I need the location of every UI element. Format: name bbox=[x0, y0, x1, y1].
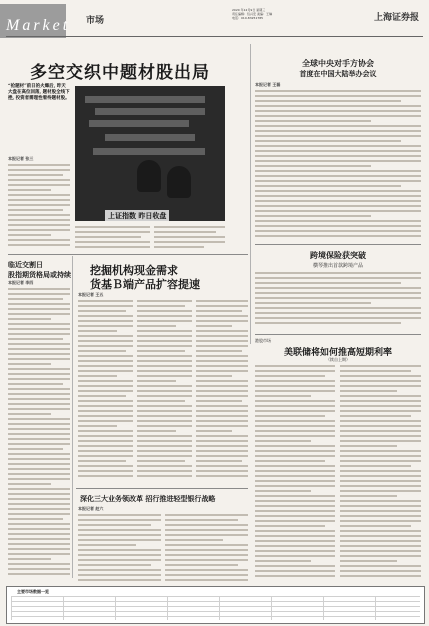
divider bbox=[255, 334, 421, 335]
divider bbox=[8, 254, 248, 255]
photo-person bbox=[137, 160, 161, 192]
right-lower-column-1 bbox=[255, 365, 335, 580]
middle-headline-2: 货基Ｂ端产品扩容提速 bbox=[90, 278, 200, 291]
left-bottom-body bbox=[8, 288, 70, 580]
masthead-rule bbox=[6, 36, 423, 37]
middle-column-2 bbox=[137, 300, 192, 485]
photo-screen-row bbox=[85, 96, 205, 103]
section-label: 市场 bbox=[86, 16, 105, 26]
right-mid-body bbox=[255, 272, 421, 330]
market-photo bbox=[75, 86, 225, 221]
divider bbox=[255, 244, 421, 245]
lead-column-1 bbox=[8, 164, 70, 248]
lead-column-3 bbox=[154, 226, 225, 248]
issue-info bbox=[232, 8, 344, 20]
lead-headline: 多空交织中题材股出局 bbox=[30, 63, 210, 83]
middle-headline-1: 挖掘机构现金需求 bbox=[90, 264, 178, 277]
table-grid bbox=[11, 596, 420, 620]
market-data-table bbox=[6, 586, 425, 624]
left-bottom-byline: 本报记者 李四 bbox=[8, 280, 34, 285]
feature-headline: 深化三大业务领改革 招行推进轻型银行战略 bbox=[80, 495, 216, 503]
column-divider bbox=[250, 44, 251, 344]
left-bottom-headline-1: 临近交割日 bbox=[8, 261, 43, 269]
issue-info-editor: 责任编辑：包兴安 美编：王琳 bbox=[232, 12, 272, 16]
table-title: 主要市场数据一览 bbox=[17, 589, 49, 594]
lead-text: “抢题材”前日的火爆后, 昨天大盘在高位回落, 题材股全线下挫, 投资者需理性看待题材股。 bbox=[8, 84, 70, 101]
right-top-byline: 本报记者 王磊 bbox=[255, 82, 281, 87]
lead-byline: 本报记者 张三 bbox=[8, 156, 34, 161]
section-word: Market bbox=[6, 17, 71, 34]
right-lower-subhead: （续自上期） bbox=[326, 357, 350, 362]
photo-screen-row bbox=[95, 108, 205, 115]
right-mid-headline: 跨境保险获突破 bbox=[310, 251, 366, 260]
masthead bbox=[0, 0, 429, 40]
photo-caption: 上证指数 昨日收盘 bbox=[105, 210, 169, 221]
column-divider bbox=[72, 256, 73, 578]
right-lower-tag: 港股市场 bbox=[255, 338, 271, 343]
section-banner bbox=[0, 4, 71, 38]
middle-byline: 本报记者 王五 bbox=[78, 292, 104, 297]
right-lower-headline: 美联储将如何推高短期利率 bbox=[283, 348, 392, 358]
feature-column-2 bbox=[165, 514, 248, 582]
divider bbox=[76, 488, 248, 489]
right-top-headline-1: 全球中央对手方协会 bbox=[302, 59, 374, 68]
left-bottom-headline-2: 股指期货格局或持续 bbox=[8, 271, 71, 279]
photo-screen-row bbox=[105, 134, 195, 141]
right-lower-column-2 bbox=[340, 365, 421, 580]
right-top-headline-2: 首度在中国大陆举办会议 bbox=[299, 70, 377, 78]
feature-byline: 本报记者 赵六 bbox=[78, 506, 104, 511]
feature-column-1 bbox=[78, 514, 161, 582]
photo-person bbox=[167, 166, 191, 198]
right-top-body bbox=[255, 90, 421, 240]
photo-screen-row bbox=[93, 148, 205, 155]
lead-paragraph bbox=[8, 84, 70, 102]
paper-name: 上海证券报 bbox=[373, 13, 419, 23]
lead-column-2 bbox=[75, 226, 150, 248]
middle-column-3 bbox=[196, 300, 248, 485]
right-mid-subhead: 横琴推出首款跨境产品 bbox=[312, 263, 363, 269]
photo-screen-row bbox=[89, 120, 189, 127]
middle-column-1 bbox=[78, 300, 133, 485]
issue-info-phone: 电话：010-83251785 bbox=[232, 16, 264, 20]
issue-info-date: 2020 年12月9日 星期三 bbox=[232, 8, 266, 12]
